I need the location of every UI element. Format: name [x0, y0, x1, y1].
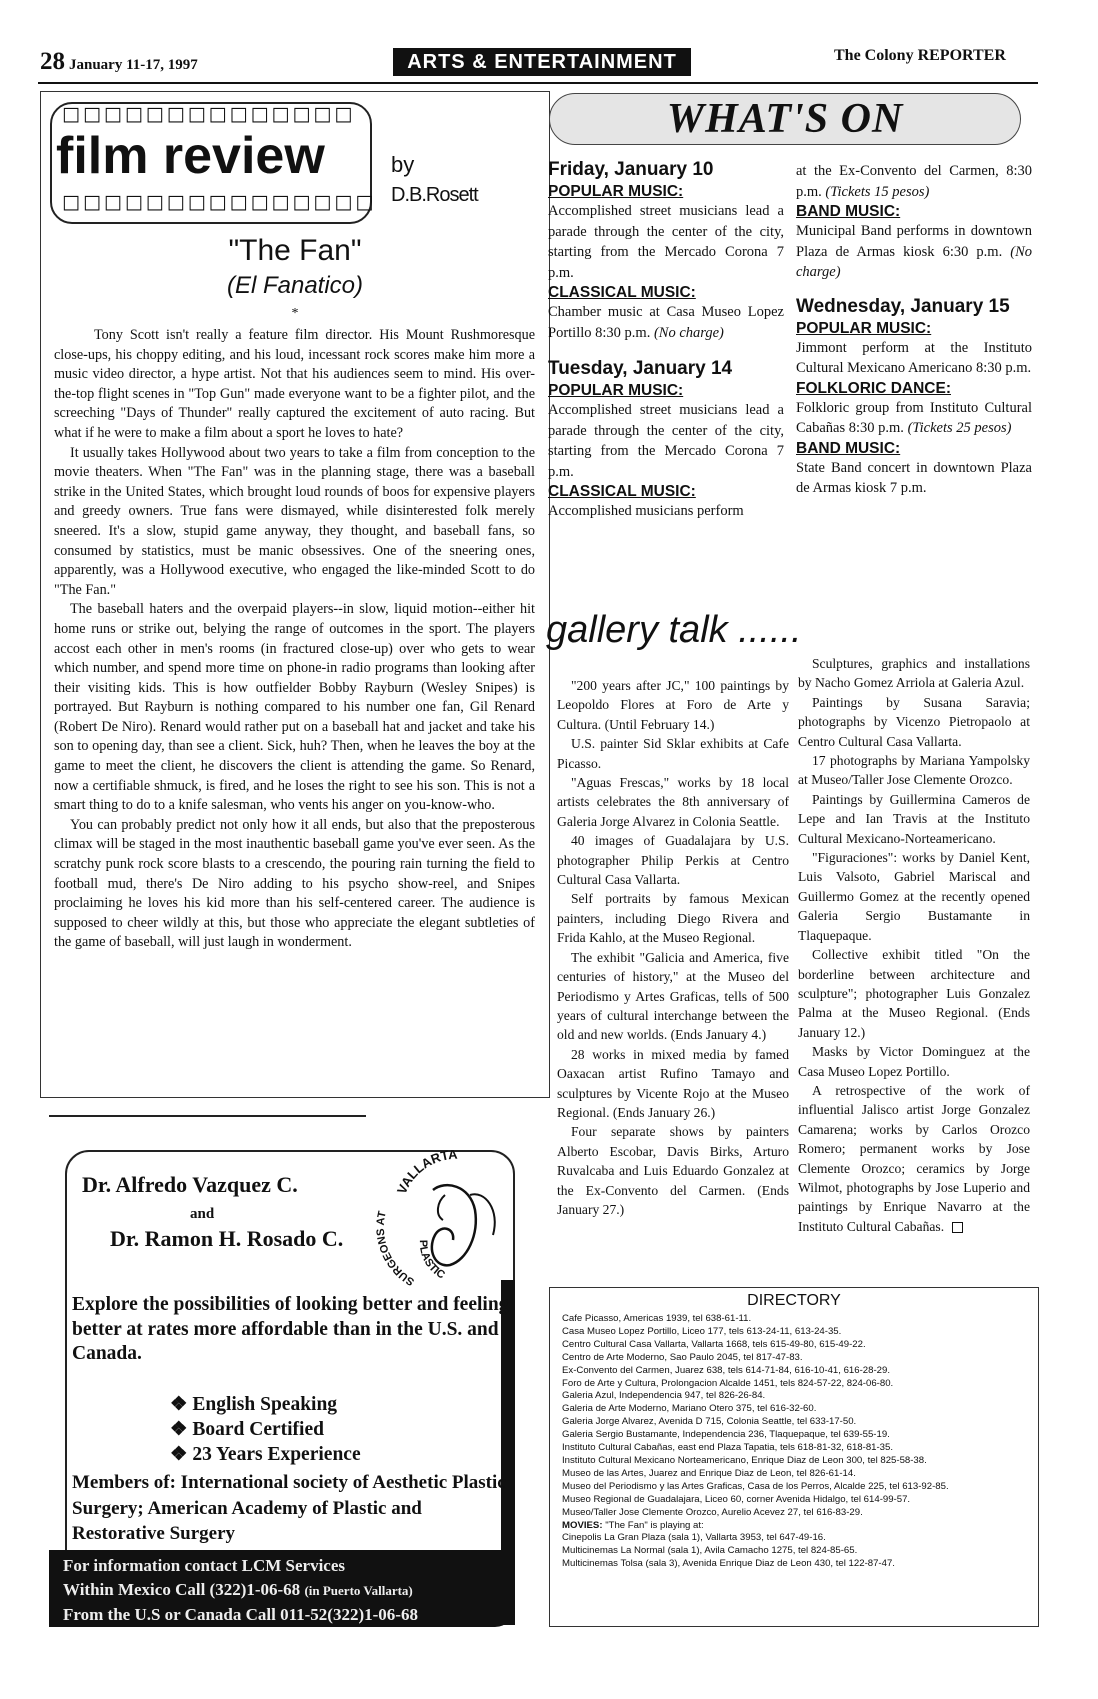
review-paragraph: The baseball haters and the overpaid players--in slow, liquid motion--either hit home runs or strike out, belying the range of outcomes in the sport. The players accost each other in men's rooms (in fractured close-up) over who gets to wear which number, and spend more time on phone-in radio programs than looking after their visiting kids. This is how outfielder Bobby Rayburn (Wesley Snipes) is portrayed. But Rayburn is nothing compared to his number one fan, Gil Renard (Robert De Niro). Renard would rather put on a baseball hat and jacket and take his son to opening day, than see a client. Sick, huh? Then, when he leaves the boy at the game to meet the client, he discovers the client is attending the game. So Renard, now a certifiable shmuck, is fired, and he loses the right to see his son. This is not a smart thing to do to a knife salesman, who vents his anger on you-know-who. — [54, 601, 535, 814]
whats-on-title: WHAT'S ON — [666, 96, 904, 142]
event-category: CLASSICAL MUSIC: — [548, 284, 696, 301]
event-text: Accomplished street musicians lead a parade through the center of the city, starting from the Mercado Corona 7 p.m. — [548, 402, 784, 480]
gallery-item: "200 years after JC," 100 paintings by Leopoldo Flores at Foro de Arte y Cultura. (Until February 14.) — [557, 678, 789, 732]
badge-squares-bottom: □□□□□□□□□□□□□□□ — [62, 191, 377, 213]
directory-entry: Museo de las Artes, Juarez and Enrique Diaz de Leon, tel 826-61-14. — [562, 1467, 856, 1479]
ad-bullet-text: English Speaking — [192, 1394, 338, 1415]
byline-author: D.B.Rosett — [391, 184, 478, 206]
logo-text-bottom: PLASTIC — [416, 1239, 447, 1282]
gallery-item: Sculptures, graphics and installations by Nacho Gomez Arriola at Galeria Azul. — [798, 656, 1030, 691]
event-text — [796, 161, 1032, 202]
gallery-col-1 — [557, 676, 789, 1219]
page-number — [40, 48, 198, 76]
gallery-item: Paintings by Susana Saravia; photographs by Vicenzo Pietropaolo at Centro Cultural Casa Vallarta. — [798, 694, 1030, 749]
directory-entry: Museo/Taller Jose Clemente Orozco, Aurelio Acevez 27, tel 616-83-29. — [562, 1506, 863, 1518]
issue-date: January 11-17, 1997 — [69, 57, 198, 73]
ad-bullet — [170, 1442, 361, 1467]
event-category: CLASSICAL MUSIC: — [548, 483, 696, 500]
review-subtitle: (El Fanatico) — [226, 272, 364, 299]
event-category: POPULAR MUSIC: — [796, 319, 932, 337]
event-text-main: Chamber music at Casa Museo Lopez Portillo 8:30 p.m. — [548, 304, 784, 341]
ad-memberships: Members of: International society of Aesthetic Plastic Surgery; American Academy of Plastic and Restorative Surgery — [72, 1472, 506, 1544]
directory-entry: Centro Cultural Casa Vallarta, Vallarta 1668, tels 615-49-80, 615-49-22. — [562, 1338, 866, 1350]
event-text: Accomplished street musicians lead a parade through the center of the city, starting from the Mercado Corona 7 p.m. — [548, 203, 784, 281]
event-text-main: Folkloric group from Instituto Cultural Cabañas 8:30 p.m. — [796, 399, 1032, 436]
event-category: POPULAR MUSIC: — [548, 382, 684, 399]
event-category: FOLKLORIC DANCE: — [796, 379, 951, 397]
event-text-main: at the Ex-Convento del Carmen, 8:30 p.m. — [796, 163, 1032, 200]
doctor-name-1: Dr. Alfredo Vazquez C. — [82, 1172, 298, 1197]
surgeons-logo-icon — [375, 1140, 525, 1290]
event-price: (No charge) — [653, 324, 724, 341]
review-paragraph: It usually takes Hollywood about two years to take a film from conception to the movie theaters. When "The Fan" was in the planning stage, there was a baseball strike in the United States, which brought loud rounds of boos for expensive players and greedy owners. True fans were dismayed, while disinterested folk merely sneered. It's a slow, stupid game anyway, they thought, and baseball fans, so consumed by statistics, must be manic obsessives. One of the sneering ones, apparently, was a Hollywood executive, who engaged the like-minded Scott to do "The Fan." — [54, 444, 535, 598]
publication-name: The Colony REPORTER — [834, 47, 1006, 64]
event-category: BAND MUSIC: — [796, 439, 901, 457]
directory-entry: Instituto Cultural Mexicano Norteamericano, Enrique Diaz de Leon 300, tel 825-58-38. — [562, 1454, 927, 1466]
svg-text:SURGEONS AT — [375, 1210, 417, 1288]
ad-top-rule — [49, 1115, 366, 1117]
event-category: POPULAR MUSIC: — [548, 183, 684, 200]
directory-list — [562, 1313, 1034, 1571]
gallery-item: 40 images of Guadalajara by U.S. photographer Philip Perkis at Centro Cultural Casa Vallarta. — [557, 833, 789, 888]
review-body — [54, 326, 535, 953]
diamond-bullet-icon: ❖ — [170, 1394, 193, 1415]
gallery-item: Four separate shows by painters Alberto Escobar, Davis Birks, Arturo Ruvalcaba and Luis Eduardo Gonzalez at the Ex-Convento del Carmen. (Ends January 27.) — [557, 1124, 789, 1217]
film-review-kicker: film review — [56, 127, 325, 185]
directory-entry: Galeria de Arte Moderno, Mariano Otero 375, tel 616-32-60. — [562, 1403, 817, 1415]
movie-entry: Cinepolis La Gran Plaza (sala 1), Vallarta 3953, tel 647-49-16. — [562, 1532, 826, 1544]
event-text — [548, 302, 784, 343]
event-text: Accomplished musicians perform — [548, 503, 744, 519]
directory-entry: Instituto Cultural Cabañas, east end Plaza Tapatia, tels 618-81-32, 618-81-35. — [562, 1442, 894, 1454]
whats-on-col-1 — [548, 158, 784, 522]
event-price: (Tickets 15 pesos) — [825, 183, 930, 200]
ad-bullet — [170, 1392, 361, 1417]
contact-line: For information contact LCM Services — [63, 1556, 346, 1575]
whats-on-col-2 — [796, 161, 1032, 499]
event-price: (Tickets 25 pesos) — [907, 420, 1012, 436]
gallery-item: 28 works in mixed media by famed Oaxacan artist Rufino Tamayo and sculptures by Vicente Rojo at the Museo Regional. (Ends January 26.) — [557, 1046, 789, 1120]
contact-line — [63, 1578, 515, 1603]
page-number-text: 28 — [40, 48, 65, 75]
masthead-rule — [38, 82, 1038, 84]
event-day: Wednesday, January 15 — [796, 295, 1010, 317]
event-category: BAND MUSIC: — [796, 203, 901, 220]
contact-line: From the U.S or Canada Call 011-52(322)1-06-68 — [63, 1605, 418, 1624]
whats-on-banner — [549, 93, 1021, 145]
review-paragraph: You can probably predict not only how it all ends, but also that the preposterous climax will be staged in the most inauthentic baseball game you've ever seen. As the scratchy punk rock score blasts to a crescendo, the pouring rain turning the field to football mud, there's De Niro adding to his psycho show-reel, and Snipes proclaiming he loves his kid more than his self-centered career. The audience is supposed to cheer wildly at this, but those who appreciate the elegant subtleties of the game of baseball, will just laugh in wonderment. — [54, 816, 535, 951]
separator: * — [291, 306, 299, 321]
gallery-col-2 — [798, 654, 1030, 1236]
svg-text:VALLARTA — [394, 1147, 459, 1197]
directory-entry: Centro de Arte Moderno, Sao Paulo 2045, tel 817-47-83. — [562, 1351, 803, 1363]
directory-entry: Galeria Sergio Bustamante, Independencia 236, Tlaquepaque, tel 639-55-19. — [562, 1429, 890, 1441]
logo-text-top: VALLARTA — [393, 1146, 458, 1197]
badge-squares-top: □□□□□□□□□□□□□□ — [62, 103, 356, 125]
doctor-name-2: Dr. Ramon H. Rosado C. — [110, 1226, 344, 1251]
review-paragraph: Tony Scott isn't really a feature film director. His Mount Rushmoresque close-ups, his choppy editing, and his loud, incessant rock scores make him more a music video director, a hype artist. Not that his audiences seem to mind. His over-the-top flight scenes in "Top Gun" made everyone want to be a fighter pilot, and the screeching "Days of Thunder" really captured the excitement of auto racing. But what if he were to make a film about a sport he loves to hate? — [54, 327, 535, 441]
directory-entry: Foro de Arte y Cultura, Prolongacion Alcalde 1451, tels 824-57-22, 824-06-80. — [562, 1377, 894, 1389]
end-mark-icon — [952, 1222, 963, 1233]
logo-text-left: SURGEONS AT — [375, 1210, 417, 1288]
movie-entry: Multicinemas La Normal (sala 1), Avila Camacho 1275, tel 824-85-65. — [562, 1545, 858, 1557]
diamond-bullet-icon: ❖ — [170, 1444, 193, 1465]
directory-title: DIRECTORY — [747, 1292, 841, 1309]
gallery-item: "Figuraciones": works by Daniel Kent, Luis Valsoto, Gabriel Mariscal and Guillermo Gomez at the recently opened Galeria Sergio Bustamante in Tlaquepaque. — [798, 850, 1030, 943]
event-price: (No charge) — [796, 243, 1033, 280]
section-header: ARTS & ENTERTAINMENT — [393, 48, 691, 76]
gallery-item: Collective exhibit titled "On the borderline between architecture and sculpture"; photographer Luis Gonzalez Palma at the Museo Regional. (Ends January 12.) — [798, 947, 1030, 1040]
directory-entry: Galeria Jorge Alvarez, Avenida D 715, Colonia Seattle, tel 633-17-50. — [562, 1416, 857, 1428]
event-text: Jimmont perform at the Instituto Cultural Mexicano Americano 8:30 p.m. — [796, 339, 1032, 376]
event-day: Tuesday, January 14 — [548, 358, 733, 379]
ad-bullet — [170, 1417, 361, 1442]
movies-heading — [562, 1520, 1034, 1533]
directory-entry: Museo Regional de Guadalajara, Liceo 60, corner Avenida Hidalgo, tel 614-99-57. — [562, 1493, 911, 1505]
review-title: "The Fan" — [228, 234, 362, 267]
diamond-bullet-icon: ❖ — [170, 1419, 193, 1440]
directory-entry: Cafe Picasso, Americas 1939, tel 638-61-11. — [562, 1313, 752, 1324]
gallery-item — [798, 1081, 1030, 1236]
movies-label: MOVIES: — [562, 1519, 603, 1531]
ad-pitch: Explore the possibilities of looking better and feeling better at rates more affordable than in the U.S. and Canada. — [72, 1294, 509, 1364]
byline-by: by — [391, 152, 415, 177]
gallery-item: U.S. painter Sid Sklar exhibits at Cafe Picasso. — [557, 736, 789, 771]
ad-and: and — [190, 1206, 215, 1222]
ad-bullet-text: Board Certified — [192, 1419, 324, 1440]
event-text — [796, 221, 1032, 283]
ad-bullets — [170, 1392, 361, 1467]
movies-intro: "The Fan" is playing at: — [605, 1519, 704, 1531]
directory-entry: Ex-Convento del Carmen, Juarez 638, tels 614-71-84, 616-10-41, 616-28-29. — [562, 1364, 890, 1376]
directory-entry: Casa Museo Lopez Portillo, Liceo 177, tels 613-24-11, 613-24-35. — [562, 1325, 842, 1337]
gallery-item: Paintings by Guillermina Cameros de Lepe and Ian Travis at the Instituto Cultural Mexicano-Norteamericano. — [798, 791, 1030, 846]
contact-note: (in Puerto Vallarta) — [304, 1583, 413, 1598]
gallery-title: gallery talk ...... — [546, 609, 802, 651]
gallery-item: Masks by Victor Dominguez at the Casa Museo Lopez Portillo. — [798, 1044, 1030, 1079]
gallery-item: Self portraits by famous Mexican painters, including Diego Rivera and Frida Kahlo, at the Museo Regional. — [557, 891, 789, 946]
movie-entry: Multicinemas Tolsa (sala 3), Avenida Enrique Diaz de Leon 430, tel 122-87-47. — [562, 1558, 895, 1570]
gallery-item: 17 photographs by Mariana Yampolsky at Museo/Taller Jose Clemente Orozco. — [798, 753, 1030, 788]
event-text: State Band concert in downtown Plaza de Armas kiosk 7 p.m. — [796, 459, 1032, 496]
ad-bullet-text: 23 Years Experience — [192, 1444, 361, 1465]
contact-phone-mx: Within Mexico Call (322)1-06-68 — [63, 1580, 301, 1599]
ad-contact-bar — [49, 1550, 515, 1627]
event-day: Friday, January 10 — [548, 159, 714, 180]
directory-entry: Galeria Azul, Independencia 947, tel 826-26-84. — [562, 1390, 766, 1402]
event-text — [796, 398, 1032, 439]
gallery-item-text: A retrospective of the work of influential Jalisco artist Jorge Gonzalez Camarena; works by Carlos Orozco Romero; permanent works by Jose Clemente Orozco; ceramics by Jorge Wilmot, photographs by Jose Luperio and paintings by Enrique Navarro at the Instituto Cultural Cabañas. — [798, 1082, 1030, 1234]
gallery-item: The exhibit "Galicia and America, five centuries of history," at the Museo del Periodismo y Artes Graficas, tells of 500 years of cultural interchange between the old and new worlds. (Ends January 4.) — [557, 949, 789, 1043]
gallery-item: "Aguas Frescas," works by 18 local artists celebrates the 8th anniversary of Galeria Jorge Alvarez in Colonia Seattle. — [557, 775, 789, 829]
directory-entry: Museo del Periodismo y las Artes Graficas, Casa de los Perros, Alcalde 225, tel 613-92-85. — [562, 1480, 949, 1492]
event-text-main: Municipal Band performs in downtown Plaza de Armas kiosk 6:30 p.m. — [796, 223, 1032, 260]
